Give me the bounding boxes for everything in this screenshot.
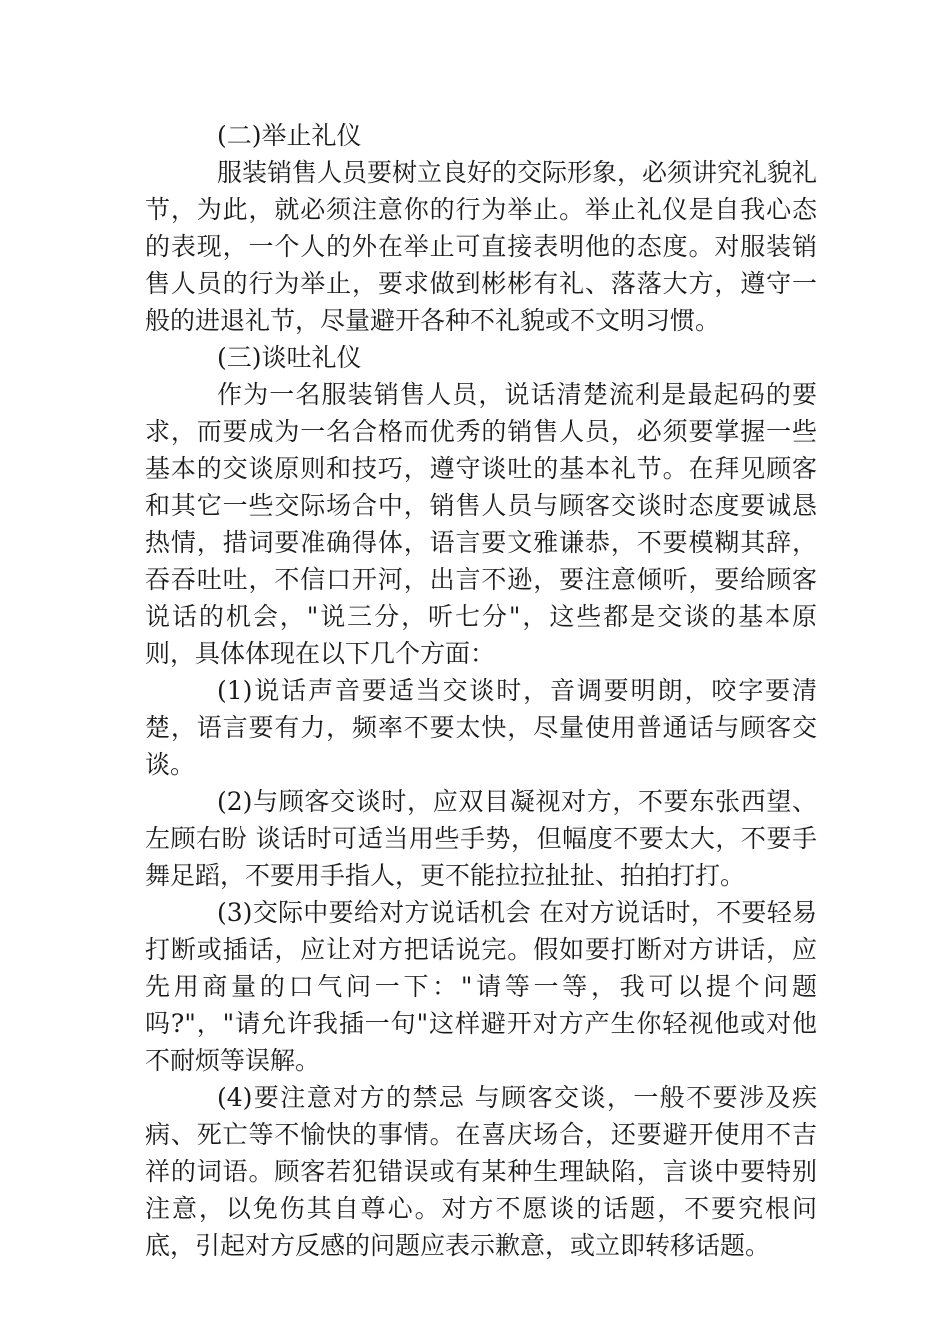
section-heading-speech: (三)谈吐礼仪: [217, 343, 362, 372]
paragraph-speech-intro: 作为一名服装销售人员，说话清楚流利是最起码的要求，而要成为一名合格而优秀的销售人员，必须要掌握一些基本的交谈原则和技巧，遵守谈吐的基本礼节。在拜见顾客和其它一些交际场合中，销售人员与顾客交谈时态度要诚恳热情，措词要准确得体，语言要文雅谦恭，不要模糊其辞，吞吞吐吐，不信口开河，出言不逊，要注意倾听，要给顾客说话的机会，"说三分，听七分"，这些都是交谈的基本原则，具体体现在以下几个方面：: [145, 380, 817, 668]
paragraph-item-3: (3)交际中要给对方说话机会 在对方说话时，不要轻易打断或插话，应让对方把话说完。假如要打断对方讲话，应先用商量的口气问一下："请等一等，我可以提个问题吗?"，"请允许我插一句"这样避开对方产生你轻视他或对他不耐烦等误解。: [145, 898, 817, 1075]
document-body: [145, 117, 817, 1264]
paragraph-item-2: (2)与顾客交谈时，应双目凝视对方，不要东张西望、左顾右盼 谈话时可适当用些手势，但幅度不要太大，不要手舞足蹈，不要用手指人，更不能拉拉扯扯、拍拍打打。: [145, 787, 817, 890]
paragraph-conduct: 服装销售人员要树立良好的交际形象，必须讲究礼貌礼节，为此，就必须注意你的行为举止。举止礼仪是自我心态的表现，一个人的外在举止可直接表明他的态度。对服装销售人员的行为举止，要求做到彬彬有礼、落落大方，遵守一般的进退礼节，尽量避开各种不礼貌或不文明习惯。: [145, 158, 818, 335]
paragraph-item-1: (1)说话声音要适当交谈时，音调要明朗，咬字要清楚，语言要有力，频率不要太快，尽量使用普通话与顾客交谈。: [145, 676, 817, 779]
section-heading-conduct: (二)举止礼仪: [217, 121, 362, 150]
paragraph-item-4: (4)要注意对方的禁忌 与顾客交谈，一般不要涉及疾病、死亡等不愉快的事情。在喜庆场合，还要避开使用不吉祥的词语。顾客若犯错误或有某种生理缺陷，言谈中要特别注意，以免伤其自尊心。对方不愿谈的话题，不要究根问底，引起对方反感的问题应表示歉意，或立即转移话题。: [145, 1083, 817, 1260]
